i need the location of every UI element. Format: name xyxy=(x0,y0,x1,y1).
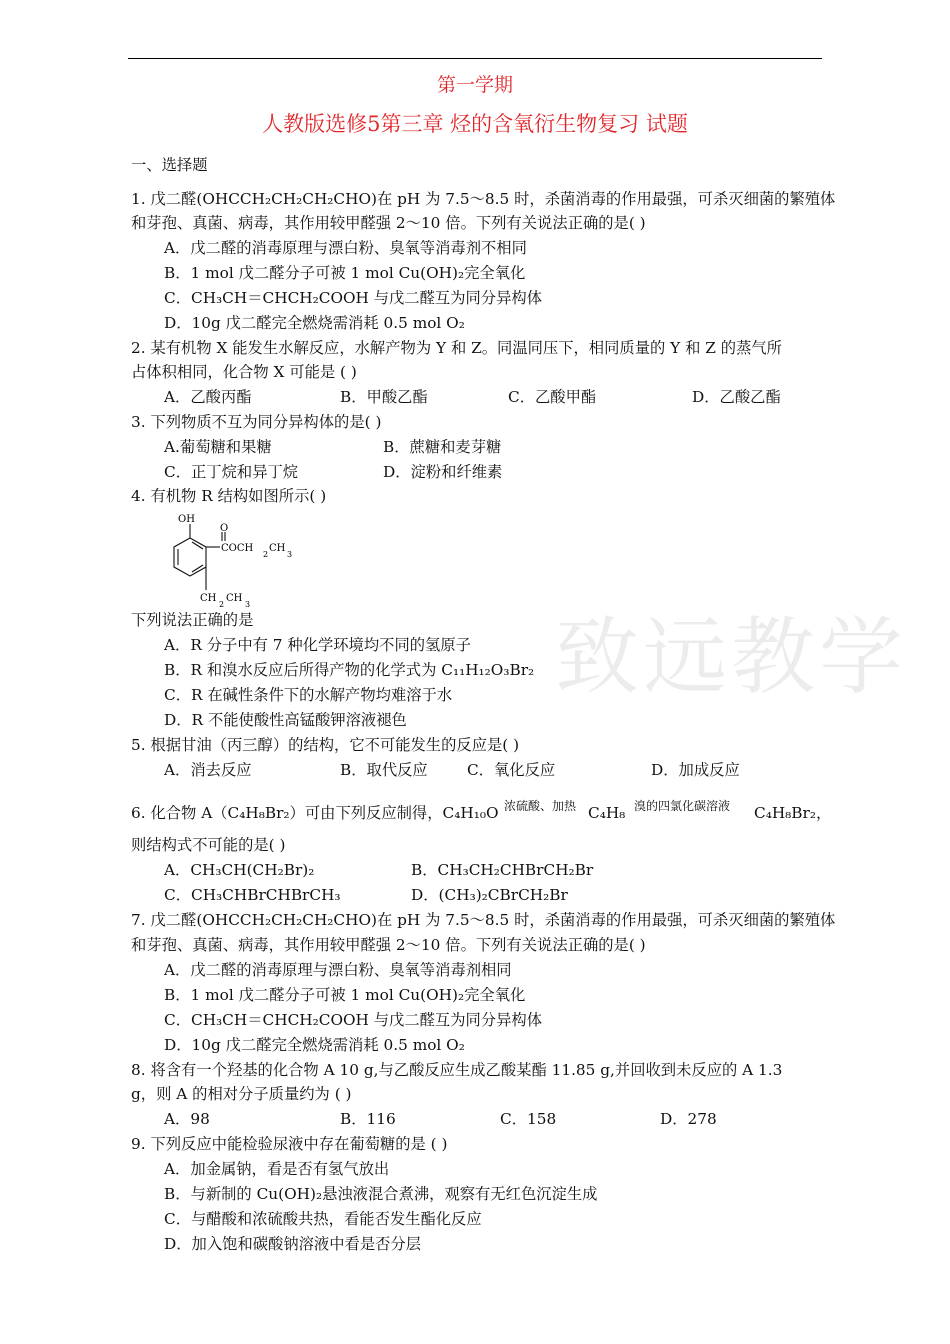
q9-stem: 9. 下列反应中能检验尿液中存在葡萄糖的是 ( ) xyxy=(131,1135,448,1153)
q9-option-b: B．与新制的 Cu(OH)₂悬浊液混合煮沸，观察有无红色沉淀生成 xyxy=(164,1185,598,1203)
q3-option-d: D．淀粉和纤维素 xyxy=(383,463,503,481)
q3-option-b: B．蔗糖和麦芽糖 xyxy=(383,438,502,456)
q8-stem-line2: g，则 A 的相对分子质量约为 ( ) xyxy=(131,1085,352,1103)
q4-option-d: D．R 不能使酸性高锰酸钾溶液褪色 xyxy=(164,711,407,729)
q6-stem-line2: 则结构式不可能的是( ) xyxy=(131,836,286,854)
q6-option-b: B．CH₃CH₂CHBrCH₂Br xyxy=(411,861,594,879)
q6-option-c: C．CH₃CHBrCHBrCH₃ xyxy=(164,886,341,904)
q5-option-c: C．氧化反应 xyxy=(467,761,556,779)
ch3-label: CH xyxy=(269,543,286,554)
q6-intermediate: C₄H₈ xyxy=(588,804,626,822)
ethyl-sub-3: 3 xyxy=(245,600,251,609)
q9-option-d: D．加入饱和碳酸钠溶液中看是否分层 xyxy=(164,1235,422,1253)
q7-option-d: D．10g 戊二醛完全燃烧需消耗 0.5 mol O₂ xyxy=(164,1036,465,1054)
q2-option-a: A．乙酸丙酯 xyxy=(164,388,252,406)
coch-label: COCH xyxy=(221,543,254,554)
q6-option-a: A．CH₃CH(CH₂Br)₂ xyxy=(164,861,315,879)
benzene-ring-svg xyxy=(160,510,310,610)
q6-condition-2: 溴的四氯化碳溶液 xyxy=(634,799,731,813)
q3-option-c: C．正丁烷和异丁烷 xyxy=(164,463,299,481)
page-title: 人教版选修5第三章 烃的含氧衍生物复习 试题 xyxy=(262,112,688,136)
q7-stem-line1: 7. 戊二醛(OHCCH₂CH₂CH₂CHO)在 pH 为 7.5～8.5 时，杀菌消毒的作用最强，可杀灭细菌的繁殖体 xyxy=(131,911,836,929)
q5-option-a: A．消去反应 xyxy=(164,761,252,779)
q3-stem: 3. 下列物质不互为同分异构体的是( ) xyxy=(131,413,382,431)
q8-option-d: D．278 xyxy=(660,1110,717,1128)
coch-sub-2: 2 xyxy=(263,550,269,559)
q4-option-b: B．R 和溴水反应后所得产物的化学式为 C₁₁H₁₂O₃Br₂ xyxy=(164,661,535,679)
q5-option-d: D．加成反应 xyxy=(651,761,740,779)
q1-stem-line2: 和芽孢、真菌、病毒，其作用较甲醛强 2～10 倍。下列有关说法正确的是( ) xyxy=(131,214,646,232)
q1-option-d: D．10g 戊二醛完全燃烧需消耗 0.5 mol O₂ xyxy=(164,314,465,332)
q2-option-b: B．甲酸乙酯 xyxy=(340,388,428,406)
q2-option-c: C．乙酸甲酯 xyxy=(508,388,597,406)
q1-option-c: C．CH₃CH＝CHCH₂COOH 与戊二醛互为同分异构体 xyxy=(164,289,542,307)
q4-option-a: A．R 分子中有 7 种化学环境均不同的氢原子 xyxy=(164,636,471,654)
watermark: 致远教学 xyxy=(555,608,908,706)
ethyl-sub-2: 2 xyxy=(219,600,225,609)
q6-condition-1: 浓硫酸、加热 xyxy=(504,799,577,813)
header-rule xyxy=(128,58,822,59)
q3-option-a: A.葡萄糖和果糖 xyxy=(164,438,272,456)
q7-option-c: C．CH₃CH＝CHCH₂COOH 与戊二醛互为同分异构体 xyxy=(164,1011,542,1029)
q4-option-c: C．R 在碱性条件下的水解产物均难溶于水 xyxy=(164,686,453,704)
q6-option-d: D．(CH₃)₂CBrCH₂Br xyxy=(411,886,568,904)
q1-option-b: B．1 mol 戊二醛分子可被 1 mol Cu(OH)₂完全氧化 xyxy=(164,264,526,282)
q1-stem-line1: 1. 戊二醛(OHCCH₂CH₂CH₂CHO)在 pH 为 7.5～8.5 时，杀菌消毒的作用最强，可杀灭细菌的繁殖体 xyxy=(131,190,836,208)
q5-stem: 5. 根据甘油（丙三醇）的结构，它不可能发生的反应是( ) xyxy=(131,736,520,754)
q9-option-c: C．与醋酸和浓硫酸共热，看能否发生酯化反应 xyxy=(164,1210,482,1228)
q6-stem-lead: 6. 化合物 A（C₄H₈Br₂）可由下列反应制得，C₄H₁₀O xyxy=(131,804,499,822)
q2-option-d: D．乙酸乙酯 xyxy=(692,388,781,406)
q8-option-b: B．116 xyxy=(340,1110,396,1128)
q4-stem: 4. 有机物 R 结构如图所示( ) xyxy=(131,487,327,505)
q8-option-c: C．158 xyxy=(500,1110,557,1128)
q7-option-a: A．戊二醛的消毒原理与漂白粉、臭氧等消毒剂相同 xyxy=(164,961,512,979)
carbonyl-o-label: O xyxy=(220,523,229,534)
q2-stem-line2: 占体积相同，化合物 X 可能是 ( ) xyxy=(131,363,357,381)
ch3-sub-3: 3 xyxy=(287,550,293,559)
q5-option-b: B．取代反应 xyxy=(340,761,428,779)
oh-label: OH xyxy=(178,514,195,525)
section-heading: 一、选择题 xyxy=(131,156,208,174)
q7-option-b: B．1 mol 戊二醛分子可被 1 mol Cu(OH)₂完全氧化 xyxy=(164,986,526,1004)
q1-option-a: A．戊二醛的消毒原理与漂白粉、臭氧等消毒剂不相同 xyxy=(164,239,527,257)
structure-diagram xyxy=(160,510,310,610)
q7-stem-line2: 和芽孢、真菌、病毒，其作用较甲醛强 2～10 倍。下列有关说法正确的是( ) xyxy=(131,936,646,954)
q4-substem: 下列说法正确的是 xyxy=(131,611,254,629)
q6-product: C₄H₈Br₂， xyxy=(754,804,832,822)
q2-stem-line1: 2. 某有机物 X 能发生水解反应，水解产物为 Y 和 Z。同温同压下，相同质量的 Y 和 Z 的蒸气所 xyxy=(131,339,782,357)
q9-option-a: A．加金属钠，看是否有氢气放出 xyxy=(164,1160,390,1178)
ethyl-ch3-label: CH xyxy=(226,593,243,604)
q8-stem-line1: 8. 将含有一个羟基的化合物 A 10 g,与乙酸反应生成乙酸某酯 11.85 g,并回收到未反应的 A 1.3 xyxy=(131,1061,783,1079)
q8-option-a: A．98 xyxy=(164,1110,210,1128)
ethyl-ch-label: CH xyxy=(200,593,217,604)
term-title: 第一学期 xyxy=(436,74,513,96)
